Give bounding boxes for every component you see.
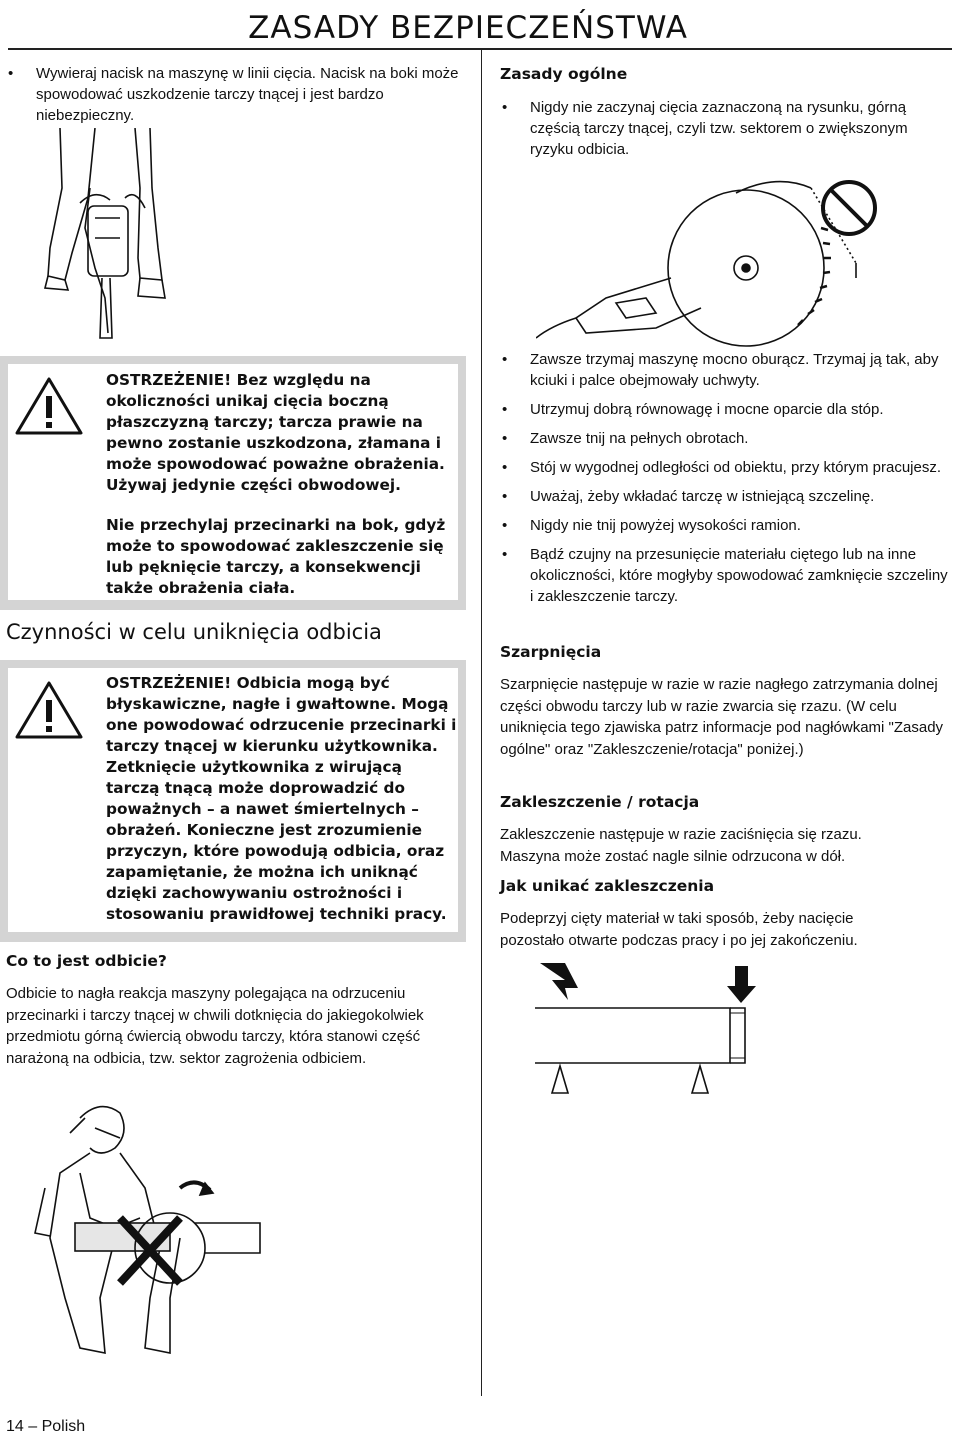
jak-unikac-heading: Jak unikać zakleszczenia: [500, 877, 715, 895]
right-bullets: [500, 349, 954, 607]
odbicie-text: Odbicie to nagła reakcja maszyny polegająca na odrzuceniu przecinarki i tarczy tnącej w chwili dotknięcia do jakiegokolwiek przedmiotu górną ćwiercią obwodu tarczy, która stanowi część narażoną na odbicia, tzw. sektor zagrożenia odbiciem.: [6, 985, 424, 1067]
warning-body: Bez względu na okoliczności unikaj cięcia boczną płaszczyzną tarczy; tarcza prawie na pewno zostanie uszkodzona, złamana i może spowodować poważne obrażenia. Używaj jedynie części obwodowej.: [106, 371, 445, 494]
list-item: • Nigdy nie tnij powyżej wysokości ramion.: [500, 515, 954, 536]
kickback-illustration: [20, 1098, 270, 1378]
list-item: • Zawsze trzymaj maszynę mocno oburącz. Trzymaj ją tak, aby kciuki i palce obejmowały uchwyty.: [500, 349, 954, 391]
operator-cutting-illustration: [40, 128, 190, 340]
warning-triangle-icon: [14, 680, 84, 740]
zakleszczenie-heading: Zakleszczenie / rotacja: [500, 793, 700, 811]
warning-1-text-2: Nie przechylaj przecinarki na bok, gdyż może to spowodować zakleszczenie się lub pęknięcie tarczy, a konsekwencji także obrażenia ciała.: [106, 516, 446, 597]
title-rule: [8, 48, 952, 50]
page-footer: 14 – Polish: [6, 1418, 86, 1435]
zasady-ogolne-heading: Zasady ogólne: [500, 65, 628, 83]
page-title: ZASADY BEZPIECZEŃSTWA: [248, 10, 688, 46]
warning-lead: OSTRZEŻENIE!: [106, 674, 232, 692]
warning-2-text: [106, 673, 458, 925]
list-item: • Stój w wygodnej odległości od obiektu, przy którym pracujesz.: [500, 457, 954, 478]
saw-kickback-zone-illustration: [536, 168, 886, 348]
list-item: • Uważaj, żeby wkładać tarczę w istniejącą szczelinę.: [500, 486, 954, 507]
list-item: • Bądź czujny na przesunięcie materiału ciętego lub na inne okoliczności, które mogłyby spowodować zamknięcie szczeliny i zakleszczenie tarczy.: [500, 544, 954, 607]
warning-lead: OSTRZEŻENIE!: [106, 371, 232, 389]
list-item: • Zawsze tnij na pełnych obrotach.: [500, 428, 954, 449]
odbicie-heading: Co to jest odbicie?: [6, 952, 167, 970]
szarpniecia-heading: Szarpnięcia: [500, 643, 602, 661]
left-top-bullets: [6, 63, 466, 126]
list-item: • Wywieraj nacisk na maszynę w linii cięcia. Nacisk na boki może spowodować uszkodzenie tarczy tnącej i jest bardzo niebezpieczny.: [6, 63, 466, 126]
warning-body: Odbicia mogą być błyskawiczne, nagłe i gwałtowne. Mogą one powodować odrzucenie przecinarki i tarczy tnącej w kierunku użytkownika. Zetknięcie użytkownika z wirującą tarczą tnącą może doprowadzić do poważnych – a nawet śmiertelnych – obrażeń. Konieczne jest zrozumienie przyczyn, które powodują odbicia, oraz zapamiętanie, że można ich uniknąć dzięki zachowywaniu ostrożności i stosowaniu prawidłowej techniki pracy.: [106, 674, 457, 923]
zakleszczenie-text: Zakleszczenie następuje w razie zaciśnięcia się rzazu. Maszyna może zostać nagle silnie odrzucona w dół.: [500, 826, 862, 865]
szarpniecia-text: Szarpnięcie następuje w razie w razie nagłego zatrzymania dolnej części obwodu tarczy lub w razie zwarcia się rzazu. (W celu uniknięcia tego zjawiska patrz informacje pod nagłówkami "Zasady ogólne" oraz "Zakleszczenie/rotacja" poniżej.): [500, 676, 944, 758]
warning-1-text: [106, 370, 456, 496]
section-heading: Czynności w celu uniknięcia odbicia: [6, 620, 382, 644]
list-item: • Utrzymuj dobrą równowagę i mocne oparcie dla stóp.: [500, 399, 954, 420]
column-divider: [481, 50, 482, 1396]
zasady-ogolne-bullets: [500, 97, 952, 160]
jak-unikac-text: Podeprzyj cięty materiał w taki sposób, żeby nacięcie pozostało otwarte podczas pracy i po jej zakończeniu.: [500, 910, 858, 949]
supported-material-illustration: [530, 958, 770, 1098]
list-item: • Nigdy nie zaczynaj cięcia zaznaczoną na rysunku, górną częścią tarczy tnącej, czyli tzw. sektorem o zwiększonym ryzyku odbicia.: [500, 97, 952, 160]
warning-triangle-icon: [14, 376, 84, 436]
